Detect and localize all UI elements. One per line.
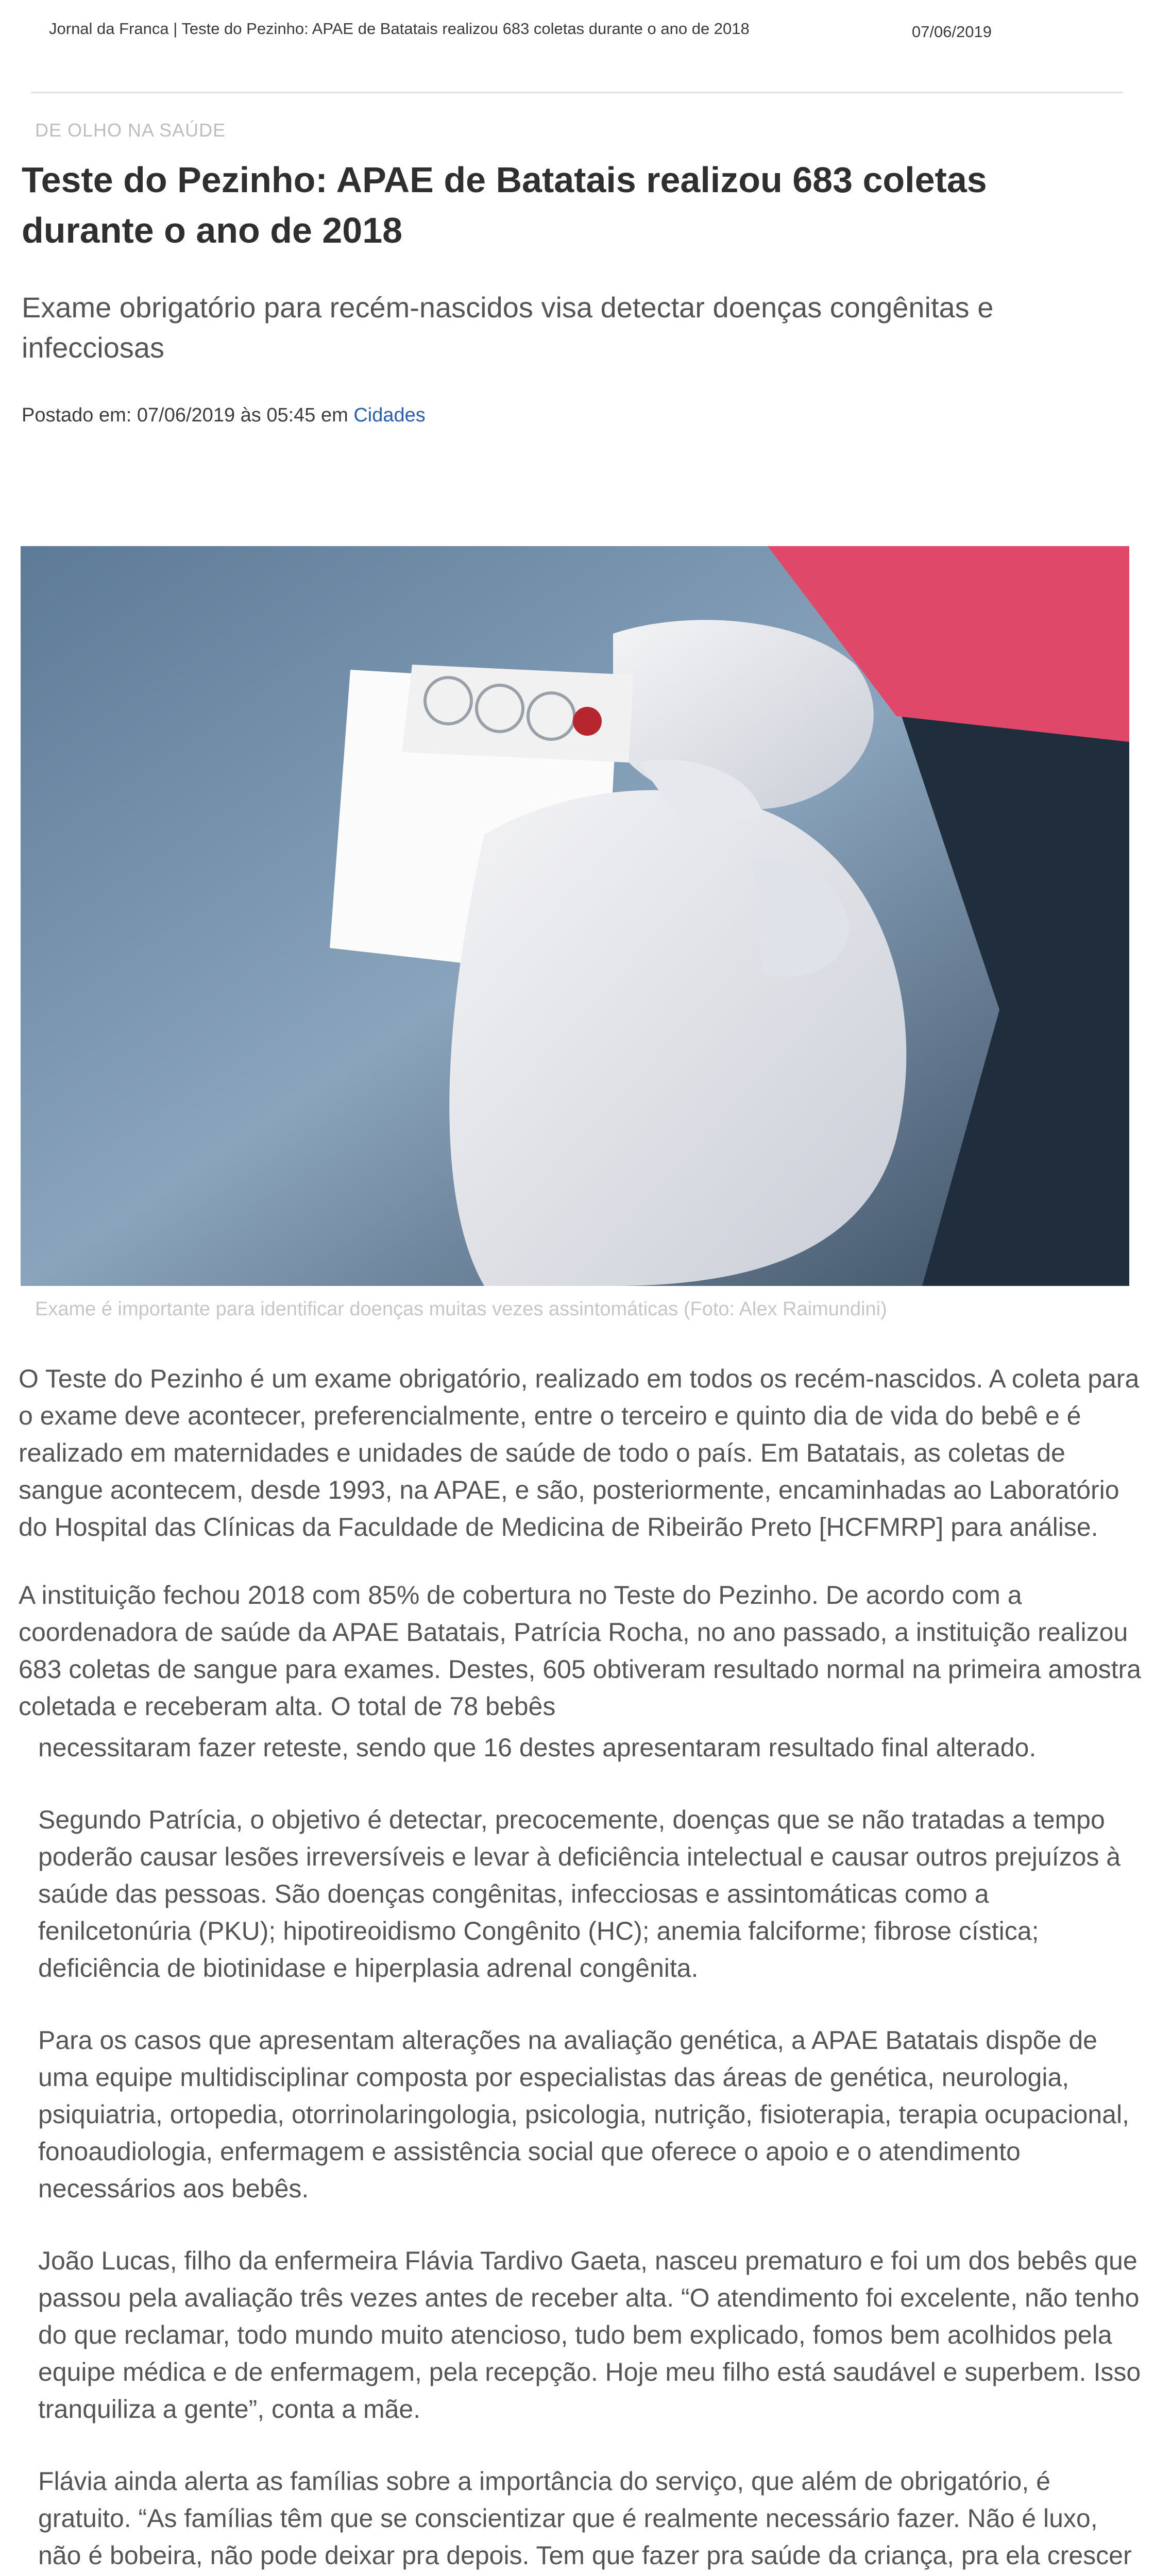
photo-caption: Exame é importante para identificar doenças muitas vezes assintomáticas (Foto: Alex Raimundini) [35, 1298, 887, 1320]
paragraph-2-continued: necessitaram fazer reteste, sendo que 16 destes apresentaram resultado final alterado. [38, 1733, 1037, 1762]
header-divider [31, 92, 1123, 93]
byline-date: Postado em: 07/06/2019 às 05:45 em [22, 404, 348, 426]
paragraph-6: Flávia ainda alerta as famílias sobre a importância do serviço, que além de obrigatório, é gratuito. “As famílias têm que se conscientizar que é realmente necessário fazer. Não é luxo, não é bobeira, não pode deixar pra depois. Tem que fazer pra saúde da criança, pra ela crescer [38, 2467, 1132, 2570]
article-byline [22, 404, 426, 427]
print-header-date: 07/06/2019 [911, 23, 992, 41]
paragraph-4: Para os casos que apresentam alterações na avaliação genética, a APAE Batatais dispõe de uma equipe multidisciplinar composta por especialistas das áreas de genética, neurologia, psiquiatria, ortopedia, otorrinolaringologia, psicologia, nutrição, fisioterapia, terapia ocupacional, fonoaudiologia, enfermagem e assistência social que oferece o apoio e o atendimento necessários aos bebês. [38, 2026, 1129, 2203]
paragraph-2: A instituição fechou 2018 com 85% de cobertura no Teste do Pezinho. De acordo com a coordenadora de saúde da APAE Batatais, Patrícia Rocha, no ano passado, a instituição realizou 683 coletas de sangue para exames. Destes, 605 obtiveram resultado normal na primeira amostra coletada e receberam alta. O total de 78 bebês [19, 1581, 1141, 1721]
photo-illustration [21, 546, 1129, 1286]
article-photo [21, 546, 1129, 1286]
article-subtitle: Exame obrigatório para recém-nascidos visa detectar doenças congênitas e infecciosas [22, 291, 994, 364]
article-title: Teste do Pezinho: APAE de Batatais realizou 683 coletas durante o ano de 2018 [22, 160, 987, 250]
article-body [19, 1360, 1142, 2576]
article-kicker[interactable]: DE OLHO NA SAÚDE [35, 120, 226, 141]
print-header-source: Jornal da Franca | Teste do Pezinho: APAE de Batatais realizou 683 coletas durante o ano de 2018 [49, 20, 750, 38]
paragraph-1: O Teste do Pezinho é um exame obrigatório, realizado em todos os recém-nascidos. A coleta para o exame deve acontecer, preferencialmente, entre o terceiro e quinto dia de vida do bebê e é realizado em maternidades e unidades de saúde de todo o país. Em Batatais, as coletas de sangue acontecem, desde 1993, na APAE, e são, posteriormente, encaminhadas ao Laboratório do Hospital das Clínicas da Faculdade de Medicina de Ribeirão Preto [HCFMRP] para análise. [19, 1364, 1140, 1541]
paragraph-5: João Lucas, filho da enfermeira Flávia Tardivo Gaeta, nasceu prematuro e foi um dos bebês que passou pela avaliação três vezes antes de receber alta. “O atendimento foi excelente, não tenho do que reclamar, todo mundo muito atencioso, tudo bem explicado, fomos bem acolhidos pela equipe médica e de enfermagem, pela recepção. Hoje meu filho está saudável e superbem. Isso tranquiliza a gente”, conta a mãe. [38, 2246, 1141, 2424]
paragraph-3: Segundo Patrícia, o objetivo é detectar, precocemente, doenças que se não tratadas a tempo poderão causar lesões irreversíveis e levar à deficiência intelectual e causar outros prejuízos à saúde das pessoas. São doenças congênitas, infecciosas e assintomáticas como a fenilcetonúria (PKU); hipotireoidismo Congênito (HC); anemia falciforme; fibrose cística; deficiência de biotinidase e hiperplasia adrenal congênita. [38, 1805, 1121, 1982]
print-header [49, 20, 1105, 56]
category-link[interactable]: Cidades [353, 404, 426, 426]
